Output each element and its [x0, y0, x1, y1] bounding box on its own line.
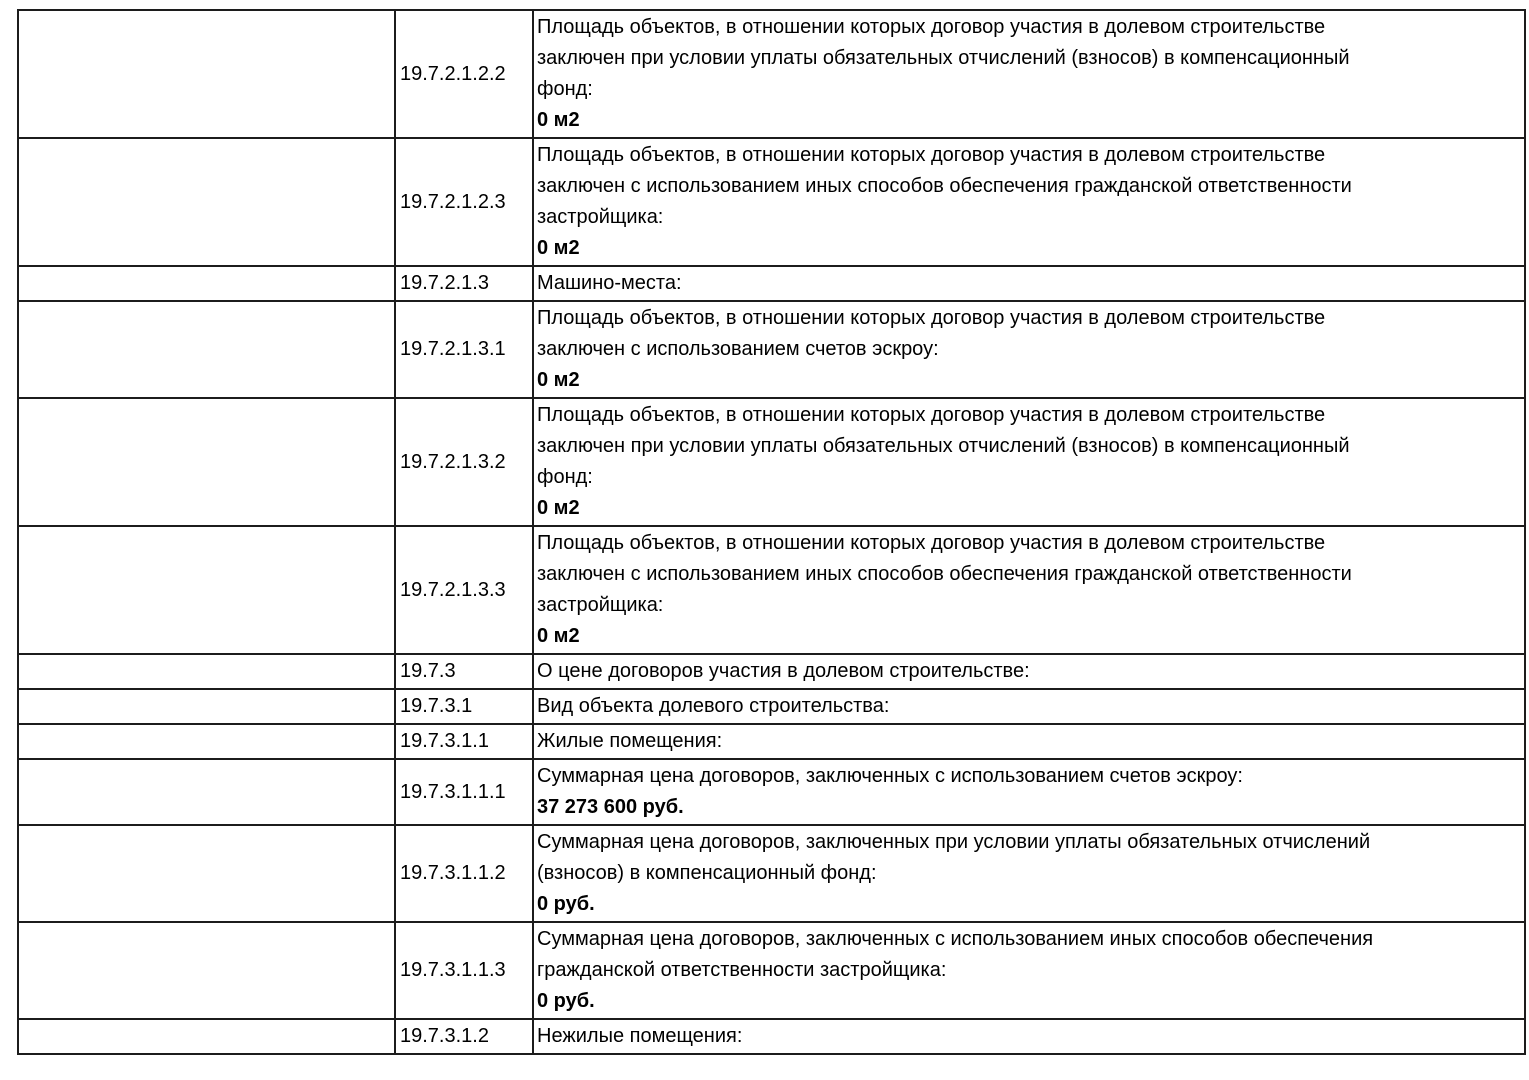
row-content-cell [533, 266, 1525, 301]
row-code-cell: 19.7.2.1.3 [395, 266, 533, 301]
table-row [18, 526, 1525, 654]
content-line: Машино-места: [537, 272, 682, 294]
empty-cell [18, 301, 395, 398]
row-content-cell [533, 398, 1525, 526]
table-row [18, 10, 1525, 138]
content-line: заключен при условии уплаты обязательных отчислений (взносов) в компенсационный [537, 47, 1350, 69]
row-content-cell [533, 10, 1525, 138]
content-line: О цене договоров участия в долевом строительстве: [537, 660, 1030, 682]
row-code-cell: 19.7.2.1.3.3 [395, 526, 533, 654]
row-code-cell: 19.7.2.1.2.2 [395, 10, 533, 138]
row-code-cell: 19.7.3.1 [395, 689, 533, 724]
content-line: фонд: [537, 78, 593, 100]
content-line: Суммарная цена договоров, заключенных при условии уплаты обязательных отчислений [537, 831, 1371, 853]
row-code-cell: 19.7.3.1.2 [395, 1019, 533, 1054]
content-line: Жилые помещения: [537, 730, 723, 752]
empty-cell [18, 825, 395, 922]
content-line: заключен с использованием счетов эскроу: [537, 338, 939, 360]
table-row [18, 922, 1525, 1019]
value-line: 0 м2 [537, 369, 580, 391]
empty-cell [18, 398, 395, 526]
table-body [18, 10, 1525, 1054]
table-row [18, 724, 1525, 759]
content-line: фонд: [537, 466, 593, 488]
empty-cell [18, 526, 395, 654]
table-row [18, 759, 1525, 825]
value-line: 0 м2 [537, 109, 580, 131]
row-code-cell: 19.7.3.1.1.3 [395, 922, 533, 1019]
row-content-cell [533, 759, 1525, 825]
content-line: (взносов) в компенсационный фонд: [537, 862, 877, 884]
empty-cell [18, 10, 395, 138]
content-line: Суммарная цена договоров, заключенных с использованием иных способов обеспечения [537, 928, 1374, 950]
content-line: Площадь объектов, в отношении которых договор участия в долевом строительстве [537, 404, 1326, 426]
table-row [18, 138, 1525, 266]
value-line: 0 руб. [537, 990, 595, 1012]
value-line: 0 м2 [537, 497, 580, 519]
content-line: заключен с использованием иных способов обеспечения гражданской ответственности [537, 175, 1352, 197]
content-line: Суммарная цена договоров, заключенных с использованием счетов эскроу: [537, 765, 1243, 787]
row-content-cell [533, 724, 1525, 759]
empty-cell [18, 266, 395, 301]
content-line: застройщика: [537, 206, 664, 228]
row-code-cell: 19.7.2.1.2.3 [395, 138, 533, 266]
row-code-cell: 19.7.2.1.3.2 [395, 398, 533, 526]
content-line: Площадь объектов, в отношении которых договор участия в долевом строительстве [537, 307, 1326, 329]
empty-cell [18, 689, 395, 724]
content-line: гражданской ответственности застройщика: [537, 959, 947, 981]
row-content-cell [533, 301, 1525, 398]
table-row [18, 398, 1525, 526]
value-line: 37 273 600 руб. [537, 796, 684, 818]
content-line: Площадь объектов, в отношении которых договор участия в долевом строительстве [537, 532, 1326, 554]
content-line: Нежилые помещения: [537, 1025, 743, 1047]
row-content-cell [533, 1019, 1525, 1054]
row-content-cell [533, 138, 1525, 266]
table-row [18, 654, 1525, 689]
table-row [18, 1019, 1525, 1054]
content-line: заключен при условии уплаты обязательных отчислений (взносов) в компенсационный [537, 435, 1350, 457]
row-content-cell [533, 922, 1525, 1019]
table-row [18, 825, 1525, 922]
row-content-cell [533, 825, 1525, 922]
value-line: 0 м2 [537, 625, 580, 647]
table-row [18, 689, 1525, 724]
row-code-cell: 19.7.3.1.1.2 [395, 825, 533, 922]
project-declaration-table [17, 9, 1526, 1055]
row-code-cell: 19.7.3 [395, 654, 533, 689]
row-content-cell [533, 526, 1525, 654]
empty-cell [18, 759, 395, 825]
row-code-cell: 19.7.3.1.1 [395, 724, 533, 759]
row-code-cell: 19.7.3.1.1.1 [395, 759, 533, 825]
table-row [18, 301, 1525, 398]
row-code-cell: 19.7.2.1.3.1 [395, 301, 533, 398]
content-line: застройщика: [537, 594, 664, 616]
empty-cell [18, 654, 395, 689]
empty-cell [18, 1019, 395, 1054]
content-line: Вид объекта долевого строительства: [537, 695, 890, 717]
empty-cell [18, 138, 395, 266]
table-row [18, 266, 1525, 301]
row-content-cell [533, 689, 1525, 724]
content-line: Площадь объектов, в отношении которых договор участия в долевом строительстве [537, 144, 1326, 166]
value-line: 0 м2 [537, 237, 580, 259]
value-line: 0 руб. [537, 893, 595, 915]
empty-cell [18, 724, 395, 759]
row-content-cell [533, 654, 1525, 689]
content-line: заключен с использованием иных способов обеспечения гражданской ответственности [537, 563, 1352, 585]
empty-cell [18, 922, 395, 1019]
content-line: Площадь объектов, в отношении которых договор участия в долевом строительстве [537, 16, 1326, 38]
